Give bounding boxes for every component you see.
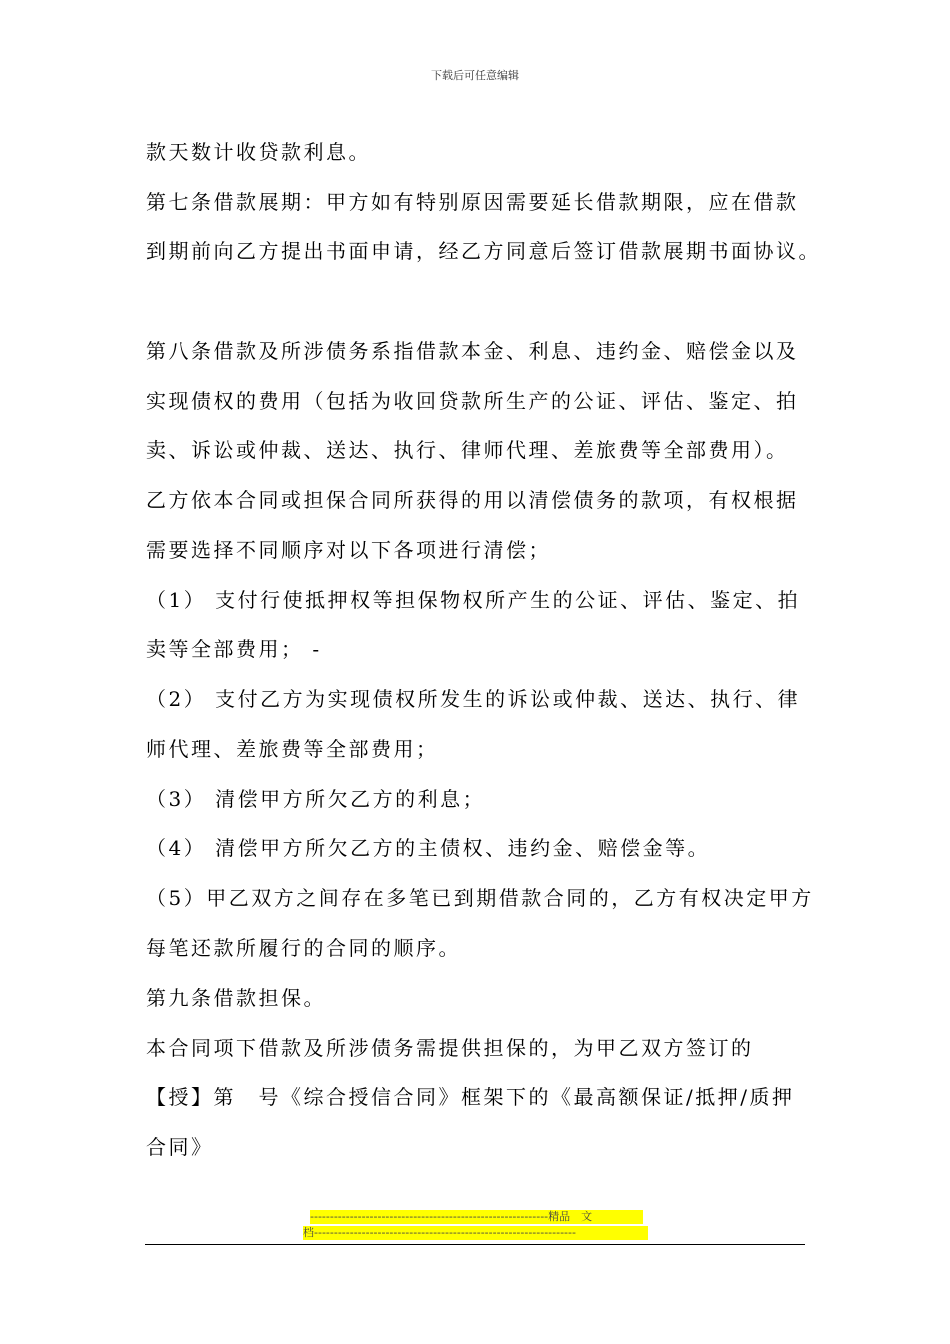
footer-watermark-line1: ------------------------------------------------------------精品 文 xyxy=(310,1210,643,1224)
text-line: 每笔还款所履行的合同的顺序。 xyxy=(146,936,461,960)
text-line: （3） 清偿甲方所欠乙方的利息； xyxy=(146,787,486,811)
text-line: （4） 清偿甲方所欠乙方的主债权、违约金、赔偿金等。 xyxy=(146,836,711,860)
text-line: 款天数计收贷款利息。 xyxy=(146,140,371,164)
text-line: 第八条借款及所涉债务系指借款本金、利息、违约金、赔偿金以及 xyxy=(146,339,799,363)
text-line: 卖等全部费用； ‐ xyxy=(146,637,322,661)
text-line: 第七条借款展期：甲方如有特别原因需要延长借款期限，应在借款 xyxy=(146,190,799,214)
footer-rule xyxy=(145,1244,805,1245)
text-line: 【授】第 号《综合授信合同》框架下的《最高额保证/抵押/质押 xyxy=(146,1085,795,1109)
text-line: （1） 支付行使抵押权等担保物权所产生的公证、评估、鉴定、拍 xyxy=(146,588,801,612)
text-line: （5）甲乙双方之间存在多笔已到期借款合同的，乙方有权决定甲方 xyxy=(146,886,814,910)
text-line: （2） 支付乙方为实现债权所发生的诉讼或仲裁、送达、执行、律 xyxy=(146,687,801,711)
text-line: 实现债权的费用（包括为收回贷款所生产的公证、评估、鉴定、拍 xyxy=(146,389,799,413)
text-line: 合同》 xyxy=(146,1135,214,1159)
text-line: 需要选择不同顺序对以下各项进行清偿； xyxy=(146,538,551,562)
text-line: 本合同项下借款及所涉债务需提供担保的，为甲乙双方签订的 xyxy=(146,1036,754,1060)
text-line: 第九条借款担保。 xyxy=(146,986,326,1010)
text-line: 师代理、差旅费等全部费用； xyxy=(146,737,439,761)
text-line: 卖、诉讼或仲裁、送达、执行、律师代理、差旅费等全部费用）。 xyxy=(146,438,789,462)
header-note: 下载后可任意编辑 xyxy=(431,69,519,82)
text-line: 到期前向乙方提出书面申请，经乙方同意后签订借款展期书面协议。 xyxy=(146,239,821,263)
text-line: 乙方依本合同或担保合同所获得的用以清偿债务的款项，有权根据 xyxy=(146,488,799,512)
footer-watermark-line2: 档------------------------------------------------------------------ xyxy=(303,1226,648,1240)
